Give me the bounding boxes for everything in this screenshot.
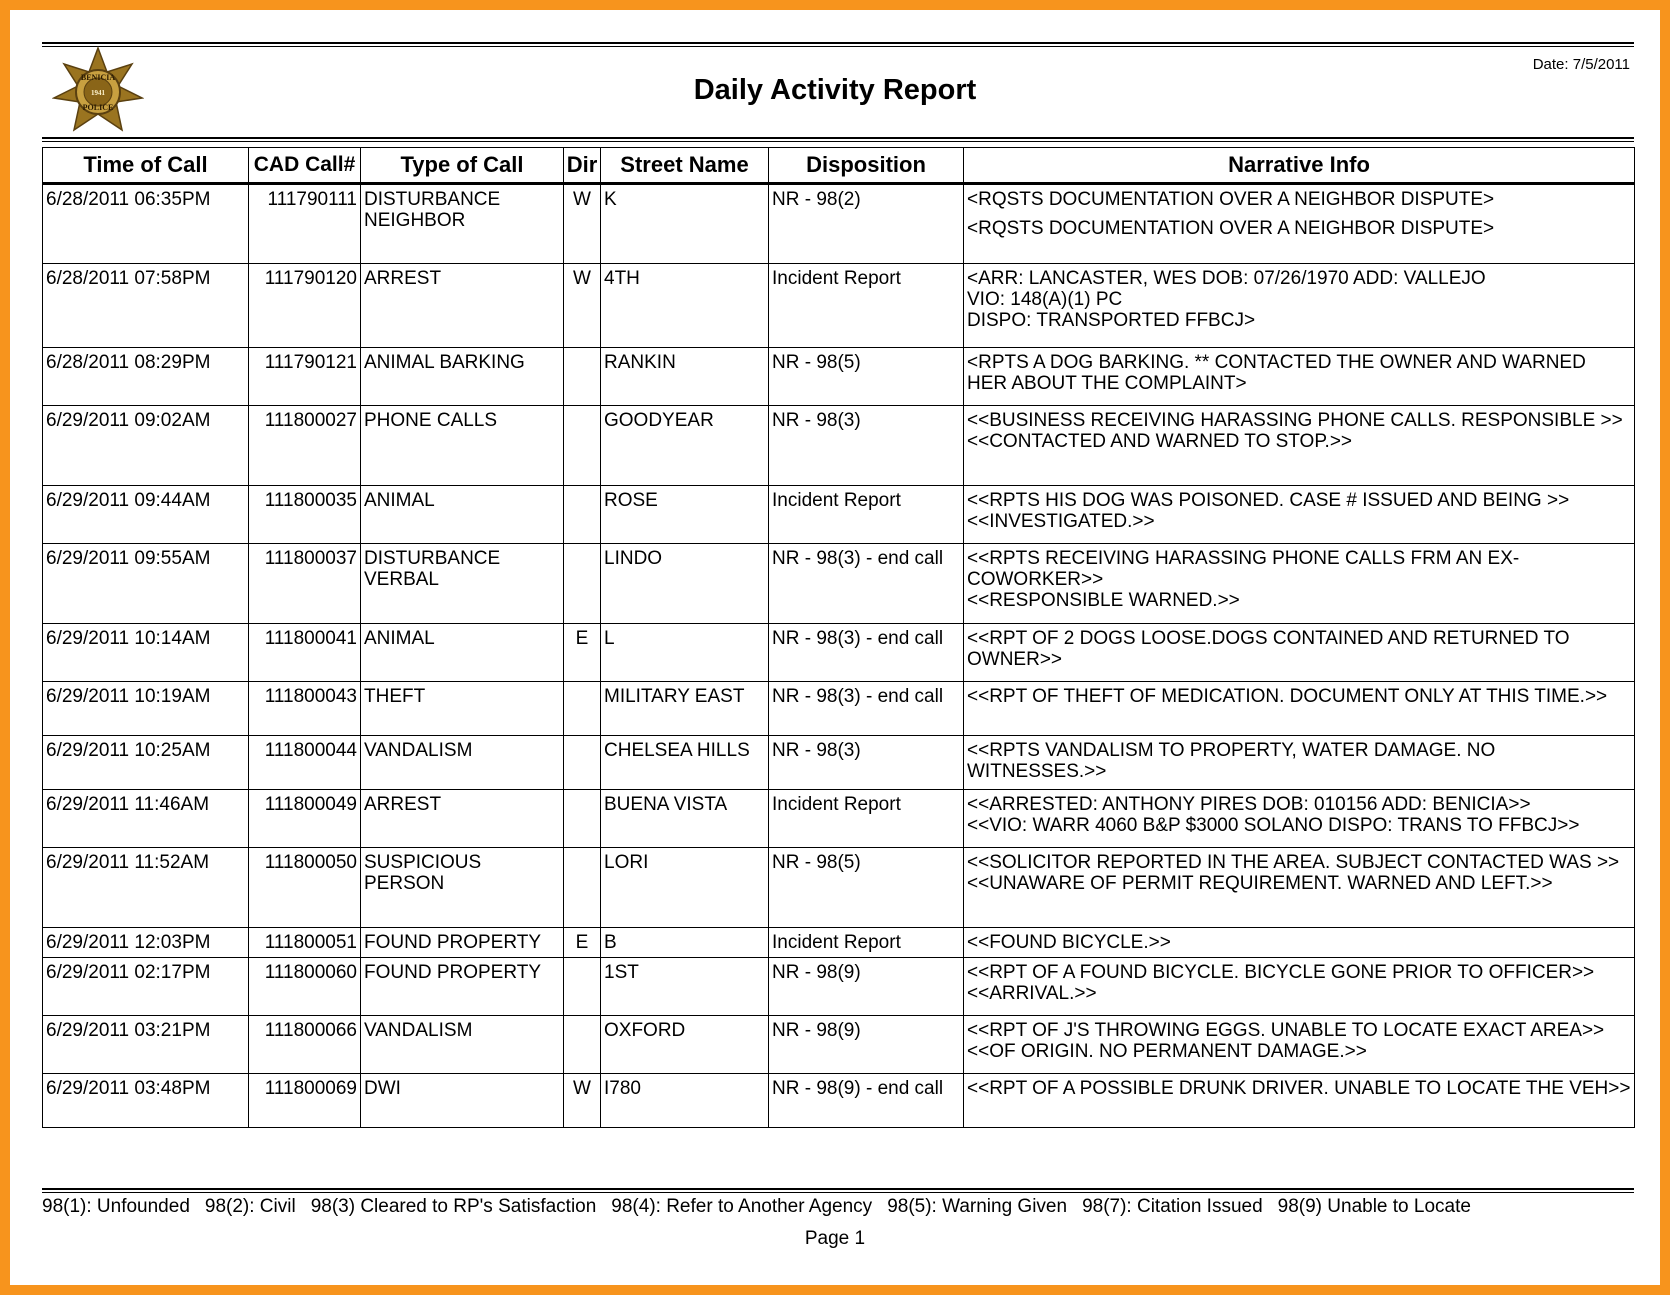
cell-disposition: Incident Report bbox=[769, 928, 964, 958]
cell-cad-number: 111800043 bbox=[249, 682, 361, 736]
cell-cad-number: 111800044 bbox=[249, 736, 361, 790]
cell-cad-number: 111800035 bbox=[249, 486, 361, 544]
cell-street-name: K bbox=[601, 184, 769, 264]
cell-cad-number: 111800051 bbox=[249, 928, 361, 958]
cell-call-type: SUSPICIOUS PERSON bbox=[361, 848, 564, 928]
cell-street-name: B bbox=[601, 928, 769, 958]
col-header-street: Street Name bbox=[601, 148, 769, 184]
col-header-type: Type of Call bbox=[361, 148, 564, 184]
cell-disposition: NR - 98(9) bbox=[769, 958, 964, 1016]
cell-time: 6/28/2011 08:29PM bbox=[43, 348, 249, 406]
narrative-line: HER ABOUT THE COMPLAINT> bbox=[967, 373, 1247, 394]
cell-narrative bbox=[964, 790, 1635, 848]
cell-direction bbox=[564, 544, 601, 624]
cell-street-name: BUENA VISTA bbox=[601, 790, 769, 848]
cell-cad-number: 111800027 bbox=[249, 406, 361, 486]
cell-time: 6/29/2011 02:17PM bbox=[43, 958, 249, 1016]
cell-street-name: I780 bbox=[601, 1074, 769, 1128]
cell-disposition: NR - 98(3) - end call bbox=[769, 544, 964, 624]
cell-call-type: ANIMAL BARKING bbox=[361, 348, 564, 406]
narrative-line: <<RESPONSIBLE WARNED.>> bbox=[967, 590, 1240, 611]
cell-narrative bbox=[964, 406, 1635, 486]
cell-call-type: THEFT bbox=[361, 682, 564, 736]
cell-cad-number: 111790111 bbox=[249, 184, 361, 264]
cell-narrative bbox=[964, 928, 1635, 958]
cell-cad-number: 111800060 bbox=[249, 958, 361, 1016]
cell-time: 6/29/2011 11:52AM bbox=[43, 848, 249, 928]
legend-item: 98(9) Unable to Locate bbox=[1277, 1196, 1471, 1217]
cell-direction: E bbox=[564, 928, 601, 958]
cell-call-type: PHONE CALLS bbox=[361, 406, 564, 486]
table-row bbox=[43, 928, 1635, 958]
cell-narrative bbox=[964, 1074, 1635, 1128]
cell-disposition: NR - 98(3) bbox=[769, 406, 964, 486]
table-row bbox=[43, 1016, 1635, 1074]
cell-cad-number: 111800041 bbox=[249, 624, 361, 682]
cell-disposition: NR - 98(5) bbox=[769, 848, 964, 928]
narrative-line: OWNER>> bbox=[967, 649, 1063, 670]
cell-street-name: LORI bbox=[601, 848, 769, 928]
narrative-spacer bbox=[967, 210, 1631, 218]
table-row bbox=[43, 736, 1635, 790]
narrative-line: <RPTS A DOG BARKING. ** CONTACTED THE OWNER AND WARNED bbox=[967, 352, 1586, 373]
cell-disposition: Incident Report bbox=[769, 264, 964, 348]
cell-call-type: DISTURBANCE VERBAL bbox=[361, 544, 564, 624]
cell-time: 6/29/2011 09:02AM bbox=[43, 406, 249, 486]
page-number: Page 1 bbox=[804, 1228, 866, 1249]
cell-disposition: NR - 98(3) bbox=[769, 736, 964, 790]
legend-item: 98(7): Citation Issued bbox=[1082, 1196, 1263, 1217]
report-title: Daily Activity Report bbox=[693, 74, 977, 106]
cell-call-type: ANIMAL bbox=[361, 486, 564, 544]
cell-narrative bbox=[964, 958, 1635, 1016]
cell-street-name: OXFORD bbox=[601, 1016, 769, 1074]
cell-disposition: Incident Report bbox=[769, 790, 964, 848]
cell-street-name: MILITARY EAST bbox=[601, 682, 769, 736]
cell-cad-number: 111800069 bbox=[249, 1074, 361, 1128]
cell-narrative bbox=[964, 848, 1635, 928]
table-row bbox=[43, 348, 1635, 406]
cell-time: 6/28/2011 06:35PM bbox=[43, 184, 249, 264]
header-rule bbox=[42, 137, 1634, 139]
cell-cad-number: 111790120 bbox=[249, 264, 361, 348]
cell-call-type: FOUND PROPERTY bbox=[361, 928, 564, 958]
col-header-time: Time of Call bbox=[43, 148, 249, 184]
legend-item: 98(5): Warning Given bbox=[887, 1196, 1068, 1217]
narrative-line: <<RPTS RECEIVING HARASSING PHONE CALLS FRM AN EX-COWORKER>> bbox=[967, 548, 1520, 590]
narrative-line: <<RPT OF J'S THROWING EGGS. UNABLE TO LOCATE EXACT AREA>> bbox=[967, 1020, 1605, 1041]
activity-table bbox=[42, 147, 1635, 1128]
footer-rule bbox=[42, 1188, 1634, 1190]
cell-time: 6/29/2011 09:44AM bbox=[43, 486, 249, 544]
cell-direction bbox=[564, 848, 601, 928]
cell-direction: W bbox=[564, 264, 601, 348]
narrative-line: <<RPT OF THEFT OF MEDICATION. DOCUMENT ONLY AT THIS TIME.>> bbox=[967, 686, 1608, 707]
cell-direction bbox=[564, 406, 601, 486]
cell-street-name: 1ST bbox=[601, 958, 769, 1016]
cell-disposition: NR - 98(9) bbox=[769, 1016, 964, 1074]
cell-call-type: ARREST bbox=[361, 264, 564, 348]
cell-call-type: VANDALISM bbox=[361, 1016, 564, 1074]
cell-cad-number: 111800049 bbox=[249, 790, 361, 848]
cell-narrative bbox=[964, 348, 1635, 406]
report-date: Date: 7/5/2011 bbox=[1532, 56, 1630, 73]
cell-disposition: NR - 98(5) bbox=[769, 348, 964, 406]
cell-direction: W bbox=[564, 1074, 601, 1128]
legend-item: 98(3) Cleared to RP's Satisfaction bbox=[310, 1196, 597, 1217]
table-header-row bbox=[43, 148, 1635, 184]
cell-call-type: ANIMAL bbox=[361, 624, 564, 682]
cell-direction: W bbox=[564, 184, 601, 264]
cell-direction bbox=[564, 1016, 601, 1074]
cell-time: 6/29/2011 11:46AM bbox=[43, 790, 249, 848]
cell-narrative bbox=[964, 264, 1635, 348]
cell-street-name: CHELSEA HILLS bbox=[601, 736, 769, 790]
footer-rule-thin bbox=[42, 1192, 1634, 1193]
badge-text-top: BENICIA bbox=[80, 73, 116, 82]
narrative-line: DISPO: TRANSPORTED FFBCJ> bbox=[967, 310, 1256, 331]
cell-direction bbox=[564, 682, 601, 736]
badge-text-mid: 1941 bbox=[91, 89, 105, 97]
legend-item: 98(4): Refer to Another Agency bbox=[611, 1196, 873, 1217]
narrative-line: <<RPTS VANDALISM TO PROPERTY, WATER DAMAGE. NO WITNESSES.>> bbox=[967, 740, 1496, 782]
cell-direction bbox=[564, 736, 601, 790]
col-header-dir: Dir bbox=[564, 148, 601, 184]
col-header-cad: CAD Call# bbox=[249, 148, 361, 184]
legend-item: 98(2): Civil bbox=[204, 1196, 296, 1217]
table-row bbox=[43, 848, 1635, 928]
cell-call-type: FOUND PROPERTY bbox=[361, 958, 564, 1016]
cell-time: 6/29/2011 03:48PM bbox=[43, 1074, 249, 1128]
cell-disposition: NR - 98(3) - end call bbox=[769, 682, 964, 736]
cell-narrative bbox=[964, 736, 1635, 790]
table-row bbox=[43, 184, 1635, 264]
cell-disposition: NR - 98(9) - end call bbox=[769, 1074, 964, 1128]
narrative-line: <<OF ORIGIN. NO PERMANENT DAMAGE.>> bbox=[967, 1041, 1367, 1062]
cell-street-name: LINDO bbox=[601, 544, 769, 624]
cell-time: 6/29/2011 09:55AM bbox=[43, 544, 249, 624]
cell-street-name: RANKIN bbox=[601, 348, 769, 406]
table-row bbox=[43, 1074, 1635, 1128]
cell-time: 6/29/2011 10:19AM bbox=[43, 682, 249, 736]
cell-street-name: L bbox=[601, 624, 769, 682]
cell-direction bbox=[564, 958, 601, 1016]
table-row bbox=[43, 958, 1635, 1016]
table-row bbox=[43, 406, 1635, 486]
cell-time: 6/29/2011 12:03PM bbox=[43, 928, 249, 958]
narrative-line: <<RPT OF 2 DOGS LOOSE.DOGS CONTAINED AND RETURNED TO bbox=[967, 628, 1570, 649]
cell-narrative bbox=[964, 486, 1635, 544]
narrative-line: <<SOLICITOR REPORTED IN THE AREA. SUBJECT CONTACTED WAS >> bbox=[967, 852, 1620, 873]
narrative-line: <RQSTS DOCUMENTATION OVER A NEIGHBOR DISPUTE> bbox=[967, 189, 1495, 210]
table-row bbox=[43, 682, 1635, 736]
cell-cad-number: 111790121 bbox=[249, 348, 361, 406]
cell-direction bbox=[564, 790, 601, 848]
cell-street-name: ROSE bbox=[601, 486, 769, 544]
cell-cad-number: 111800050 bbox=[249, 848, 361, 928]
table-row bbox=[43, 486, 1635, 544]
cell-cad-number: 111800037 bbox=[249, 544, 361, 624]
narrative-line: <<UNAWARE OF PERMIT REQUIREMENT. WARNED AND LEFT.>> bbox=[967, 873, 1553, 894]
table-row bbox=[43, 544, 1635, 624]
cell-call-type: DISTURBANCE NEIGHBOR bbox=[361, 184, 564, 264]
cell-street-name: GOODYEAR bbox=[601, 406, 769, 486]
col-header-disposition: Disposition bbox=[769, 148, 964, 184]
cell-call-type: ARREST bbox=[361, 790, 564, 848]
cell-narrative bbox=[964, 184, 1635, 264]
narrative-line: <ARR: LANCASTER, WES DOB: 07/26/1970 ADD: VALLEJO bbox=[967, 268, 1486, 289]
cell-call-type: DWI bbox=[361, 1074, 564, 1128]
cell-call-type: VANDALISM bbox=[361, 736, 564, 790]
cell-time: 6/29/2011 10:25AM bbox=[43, 736, 249, 790]
top-rule-thin bbox=[42, 46, 1634, 47]
narrative-line: <RQSTS DOCUMENTATION OVER A NEIGHBOR DISPUTE> bbox=[967, 218, 1495, 239]
legend-item: 98(1): Unfounded bbox=[42, 1196, 190, 1217]
table-row bbox=[43, 624, 1635, 682]
cell-cad-number: 111800066 bbox=[249, 1016, 361, 1074]
cell-direction: E bbox=[564, 624, 601, 682]
narrative-line: <<VIO: WARR 4060 B&P $3000 SOLANO DISPO: TRANS TO FFBCJ>> bbox=[967, 815, 1580, 836]
narrative-line: VIO: 148(A)(1) PC bbox=[967, 289, 1123, 310]
cell-time: 6/29/2011 10:14AM bbox=[43, 624, 249, 682]
cell-time: 6/29/2011 03:21PM bbox=[43, 1016, 249, 1074]
header-rule-thin bbox=[42, 141, 1634, 142]
cell-narrative bbox=[964, 682, 1635, 736]
cell-narrative bbox=[964, 624, 1635, 682]
narrative-line: <<CONTACTED AND WARNED TO STOP.>> bbox=[967, 431, 1353, 452]
disposition-legend bbox=[42, 1196, 1634, 1218]
narrative-line: <<RPTS HIS DOG WAS POISONED. CASE # ISSUED AND BEING >> bbox=[967, 490, 1570, 511]
badge-text-bottom: POLICE bbox=[82, 103, 114, 112]
narrative-line: <<RPT OF A POSSIBLE DRUNK DRIVER. UNABLE TO LOCATE THE VEH>> bbox=[967, 1078, 1631, 1099]
narrative-line: <<ARRIVAL.>> bbox=[967, 983, 1097, 1004]
cell-narrative bbox=[964, 1016, 1635, 1074]
cell-street-name: 4TH bbox=[601, 264, 769, 348]
cell-time: 6/28/2011 07:58PM bbox=[43, 264, 249, 348]
cell-direction bbox=[564, 348, 601, 406]
col-header-narrative: Narrative Info bbox=[964, 148, 1635, 184]
narrative-line: <<INVESTIGATED.>> bbox=[967, 511, 1155, 532]
cell-disposition: Incident Report bbox=[769, 486, 964, 544]
cell-narrative bbox=[964, 544, 1635, 624]
table-row bbox=[43, 264, 1635, 348]
table-row bbox=[43, 790, 1635, 848]
cell-disposition: NR - 98(3) - end call bbox=[769, 624, 964, 682]
narrative-line: <<BUSINESS RECEIVING HARASSING PHONE CALLS. RESPONSIBLE >> bbox=[967, 410, 1623, 431]
narrative-line: <<FOUND BICYCLE.>> bbox=[967, 932, 1171, 953]
cell-direction bbox=[564, 486, 601, 544]
narrative-line: <<ARRESTED: ANTHONY PIRES DOB: 010156 ADD: BENICIA>> bbox=[967, 794, 1531, 815]
cell-disposition: NR - 98(2) bbox=[769, 184, 964, 264]
narrative-line: <<RPT OF A FOUND BICYCLE. BICYCLE GONE PRIOR TO OFFICER>> bbox=[967, 962, 1595, 983]
top-rule bbox=[42, 42, 1634, 44]
